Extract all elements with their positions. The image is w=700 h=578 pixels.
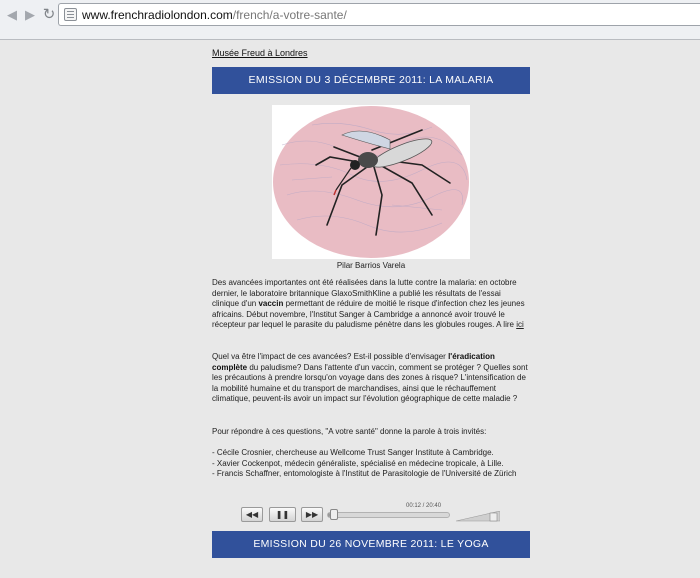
guest-item: - Cécile Crosnier, chercheuse au Wellcome Trust Sanger Institute à Cambridge.	[212, 448, 494, 457]
back-arrow-icon[interactable]: ◀	[7, 7, 17, 22]
p1-text-2: permettant de réduire de moitié le risque d'infection chez les jeunes africains. Début novembre, l'Institut Sanger à Cambridge a annoncé avoir trouvé le récepteur par lequel le parasite du paludisme pénètre dans les globules rouges. A lire	[212, 299, 525, 330]
browser-toolbar	[0, 0, 700, 40]
p1-bold-vaccin: vaccin	[258, 299, 284, 309]
seek-bar[interactable]	[327, 512, 450, 518]
p2-text-2: du paludisme? Dans l'attente d'un vaccin, comment se protéger ? Quelles sont les précautions à prendre lorsqu'on voyage dans des zones à risque? L'intensification de la mobilité humaine et du transport de marchandises, ainsi que le réchauffement climatique, peuvent-ils avoir un impact sur l'évolution géographique de cette maladie ?	[212, 362, 528, 404]
pause-button[interactable]: ❚❚	[269, 507, 296, 522]
reload-icon[interactable]: ↻	[42, 6, 56, 23]
page-content	[0, 40, 700, 578]
address-bar[interactable]	[58, 3, 700, 26]
p2-bold-eradication: l'éradication complète	[212, 352, 495, 372]
url-text	[82, 8, 347, 22]
guest-list	[212, 448, 530, 480]
paragraph-guests-intro: Pour répondre à ces questions, "A votre santé" donne la parole à trois invités:	[212, 427, 487, 436]
paragraph-intro	[212, 278, 530, 331]
guest-item: - Xavier Cockenpot, médecin généraliste, spécialisé en médecine tropicale, à Lille.	[212, 458, 504, 468]
seek-handle[interactable]	[330, 509, 338, 520]
breadcrumb-link[interactable]: Musée Freud à Londres	[212, 48, 308, 58]
episode-banner-malaria: EMISSION DU 3 DÉCEMBRE 2011: LA MALARIA	[212, 67, 530, 94]
illustration-caption: Pilar Barrios Varela	[336, 261, 406, 270]
fast-forward-button[interactable]: ▶▶	[301, 507, 323, 522]
rewind-button[interactable]: ◀◀	[241, 507, 263, 522]
read-more-link[interactable]: ici	[516, 320, 524, 330]
playback-time: 00:12 / 20:40	[406, 503, 442, 509]
p2-text-1: Quel va être l'impact de ces avancées? Est-il possible d'envisager	[212, 352, 449, 361]
url-path: /french/a-votre-sante/	[232, 8, 347, 22]
episode-banner-yoga: EMISSION DU 26 NOVEMBRE 2011: LE YOGA	[212, 531, 530, 558]
audio-player	[238, 505, 502, 523]
mosquito-illustration	[272, 105, 470, 259]
page-icon	[64, 8, 77, 21]
url-host: www.frenchradiolondon.com	[82, 8, 233, 22]
paragraph-questions	[212, 352, 530, 405]
guest-item: - Francis Schaffner, entomologiste à l'Institut de Parasitologie de l'Université de Zürich	[212, 469, 517, 479]
p1-text-1: Des avancées importantes ont été réalisées dans la lutte contre la malaria: en octobre dernier, le laboratoire britannique GlaxoSmithKline a publié les résultats de l'essai clinique d'un	[212, 278, 517, 309]
forward-arrow-icon[interactable]: ▶	[25, 7, 35, 22]
volume-slider[interactable]	[456, 509, 500, 520]
